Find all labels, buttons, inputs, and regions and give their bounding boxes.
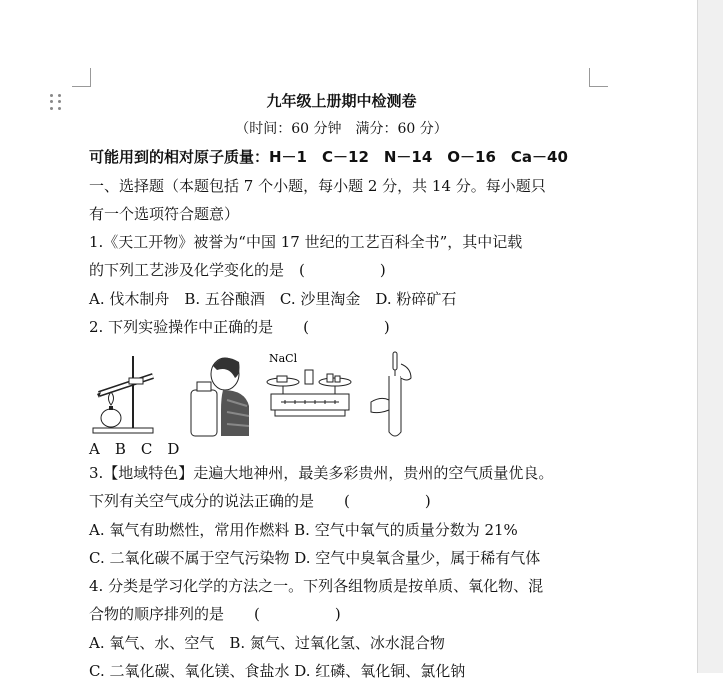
question-4-stem-cont: 合物的顺序排列的是 ( ) [89,605,341,623]
page-subtitle: （时间：60 分钟 满分：60 分） [235,121,448,137]
question-4-options-cd: C. 二氧化碳、氧化镁、食盐水 D. 红磷、氧化铜、氯化钠 [89,662,466,680]
question-3-stem-cont: 下列有关空气成分的说法正确的是 ( ) [89,492,431,510]
section1-heading-cont: 有一个选项符合题意） [89,205,240,223]
crop-mark-top-right [589,68,608,87]
section1-heading: 一、选择题（本题包括 7 个小题，每小题 2 分，共 14 分。每小题只 [89,177,546,195]
crop-mark-top-left [72,68,91,87]
question-2-stem: 2. 下列实验操作中正确的是 ( ) [89,318,390,336]
question-2-figures [89,350,419,442]
figure-a-heating [89,350,169,440]
question-1-stem-cont: 的下列工艺涉及化学变化的是 ( ) [89,261,386,279]
figure-d-dropper [367,350,419,440]
figure-b-smelling [187,350,255,440]
page-title: 九年级上册期中检测卷 [266,92,417,110]
question-1-stem: 1.《天工开物》被誉为“中国 17 世纪的工艺百科全书”，其中记载 [89,233,523,251]
nacl-label: NaCl [269,352,298,365]
question-4-stem: 4. 分类是学习化学的方法之一。下列各组物质是按单质、氧化物、混 [89,577,544,595]
question-1-options: A. 伐木制舟 B. 五谷酿酒 C. 沙里淘金 D. 粉碎矿石 [89,290,457,308]
question-4-options-ab: A. 氧气、水、空气 B. 氮气、过氧化氢、冰水混合物 [89,634,445,652]
question-3-stem: 3.【地域特色】走遍大地神州，最美多彩贵州，贵州的空气质量优良。 [89,464,554,482]
question-2-figure-labels: A B C D [89,440,180,458]
atomic-mass-line: 可能用到的相对原子质量：H－1 C－12 N－14 O－16 Ca－40 [89,148,568,166]
drag-handle-icon[interactable] [50,94,62,110]
vertical-scrollbar[interactable] [697,0,723,673]
question-3-options-cd: C. 二氧化碳不属于空气污染物 D. 空气中臭氧含量少，属于稀有气体 [89,549,541,567]
question-3-options-ab: A. 氧气有助燃性，常用作燃料 B. 空气中氧气的质量分数为 21% [89,521,518,539]
figure-c-balance [265,350,357,440]
